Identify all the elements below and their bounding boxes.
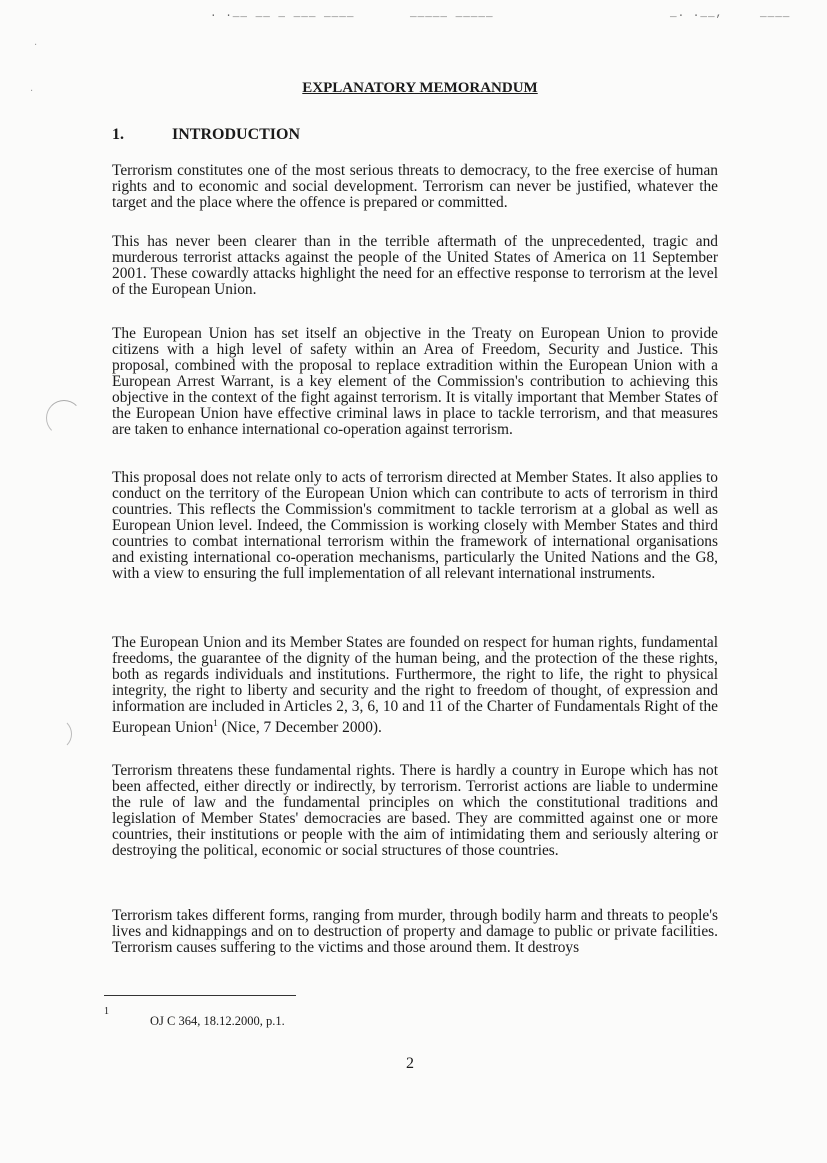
- fax-header-segment: . .__ __ _ ___ ____: [210, 8, 355, 20]
- footnote-separator: [104, 995, 296, 996]
- punch-hole-artifact: [40, 718, 72, 750]
- punch-hole-artifact: [46, 400, 82, 436]
- fax-header-segment: ____: [760, 8, 791, 20]
- body-paragraph: This has never been clearer than in the terrible aftermath of the unprecedented, tragic and murderous terrorist attacks against the people of the United States of America on 11 September 2001. These cowardly attacks highlight the need for an effective response to terrorism at the level of the European Union.: [112, 233, 718, 298]
- paragraph-text: The European Union and its Member States are founded on respect for human rights, fundamental freedoms, the guarantee of the dignity of the human being, and the protection of the these rights, both as regards individuals and institutions. Furthermore, the right to life, the right to physical integrity, the right to liberty and security and the right to freedom of thought, of expression and information are included in Articles 2, 3, 6, 10 and 11 of the Charter of Fundamentals Right of the European Union: [112, 634, 718, 737]
- body-paragraph: [112, 635, 718, 736]
- page-number: 2: [406, 1055, 414, 1072]
- body-paragraph: Terrorism takes different forms, ranging from murder, through bodily harm and threats to people's lives and kidnappings and on to destruction of property and damage to public or private facilities. Terrorism causes suffering to the victims and those around them. It destroys: [112, 907, 718, 956]
- fax-header-segment: _. .__,: [670, 8, 724, 20]
- body-paragraph: This proposal does not relate only to acts of terrorism directed at Member States. It also applies to conduct on the territory of the European Union which can contribute to acts of terrorism in third countries. This reflects the Commission's commitment to tackle terrorism at a global as well as European Union level. Indeed, the Commission is working closely with Member States and third countries to combat international terrorism within the framework of international organisations and existing international co-operation mechanisms, particularly the United Nations and the G8, with a view to ensuring the full implementation of all relevant international instruments.: [112, 469, 718, 582]
- body-paragraph: The European Union has set itself an objective in the Treaty on European Union to provide citizens with a high level of safety within an Area of Freedom, Security and Justice. This proposal, combined with the proposal to replace extradition within the European Union with a European Arrest Warrant, is a key element of the Commission's contribution to achieving this objective in the context of the fight against terrorism. It is vitally important that Member States of the European Union have effective criminal laws in place to tackle terrorism, and that measures are taken to enhance international co-operation against terrorism.: [112, 325, 718, 438]
- footnote-marker: 1: [104, 1006, 109, 1017]
- footnote-text: OJ C 364, 18.12.2000, p.1.: [150, 1014, 285, 1028]
- scan-artifact: ·: [30, 86, 34, 97]
- fax-transmission-header: [200, 8, 800, 24]
- section-number: 1.: [112, 126, 124, 143]
- footnote-reference: 1: [213, 718, 218, 728]
- section-title: INTRODUCTION: [172, 126, 301, 143]
- body-paragraph: Terrorism constitutes one of the most serious threats to democracy, to the free exercise of human rights and to economic and social development. Terrorism can never be justified, whatever the target and the place where the offence is prepared or committed.: [112, 162, 718, 211]
- scan-artifact: ·: [34, 40, 38, 51]
- section-heading: [112, 126, 300, 144]
- body-paragraph: Terrorism threatens these fundamental rights. There is hardly a country in Europe which has not been affected, either directly or indirectly, by terrorism. Terrorist actions are liable to undermine the rule of law and the fundamental principles on which the constitutional traditions and legislation of Member States' democracies are based. They are committed against one or more countries, their institutions or people with the aim of intimidating them and seriously altering or destroying the political, economic or social structures of those countries.: [112, 762, 718, 859]
- fax-header-segment: _____ _____: [410, 8, 494, 20]
- paragraph-text-tail: (Nice, 7 December 2000).: [217, 719, 382, 737]
- document-title: EXPLANATORY MEMORANDUM: [302, 80, 538, 96]
